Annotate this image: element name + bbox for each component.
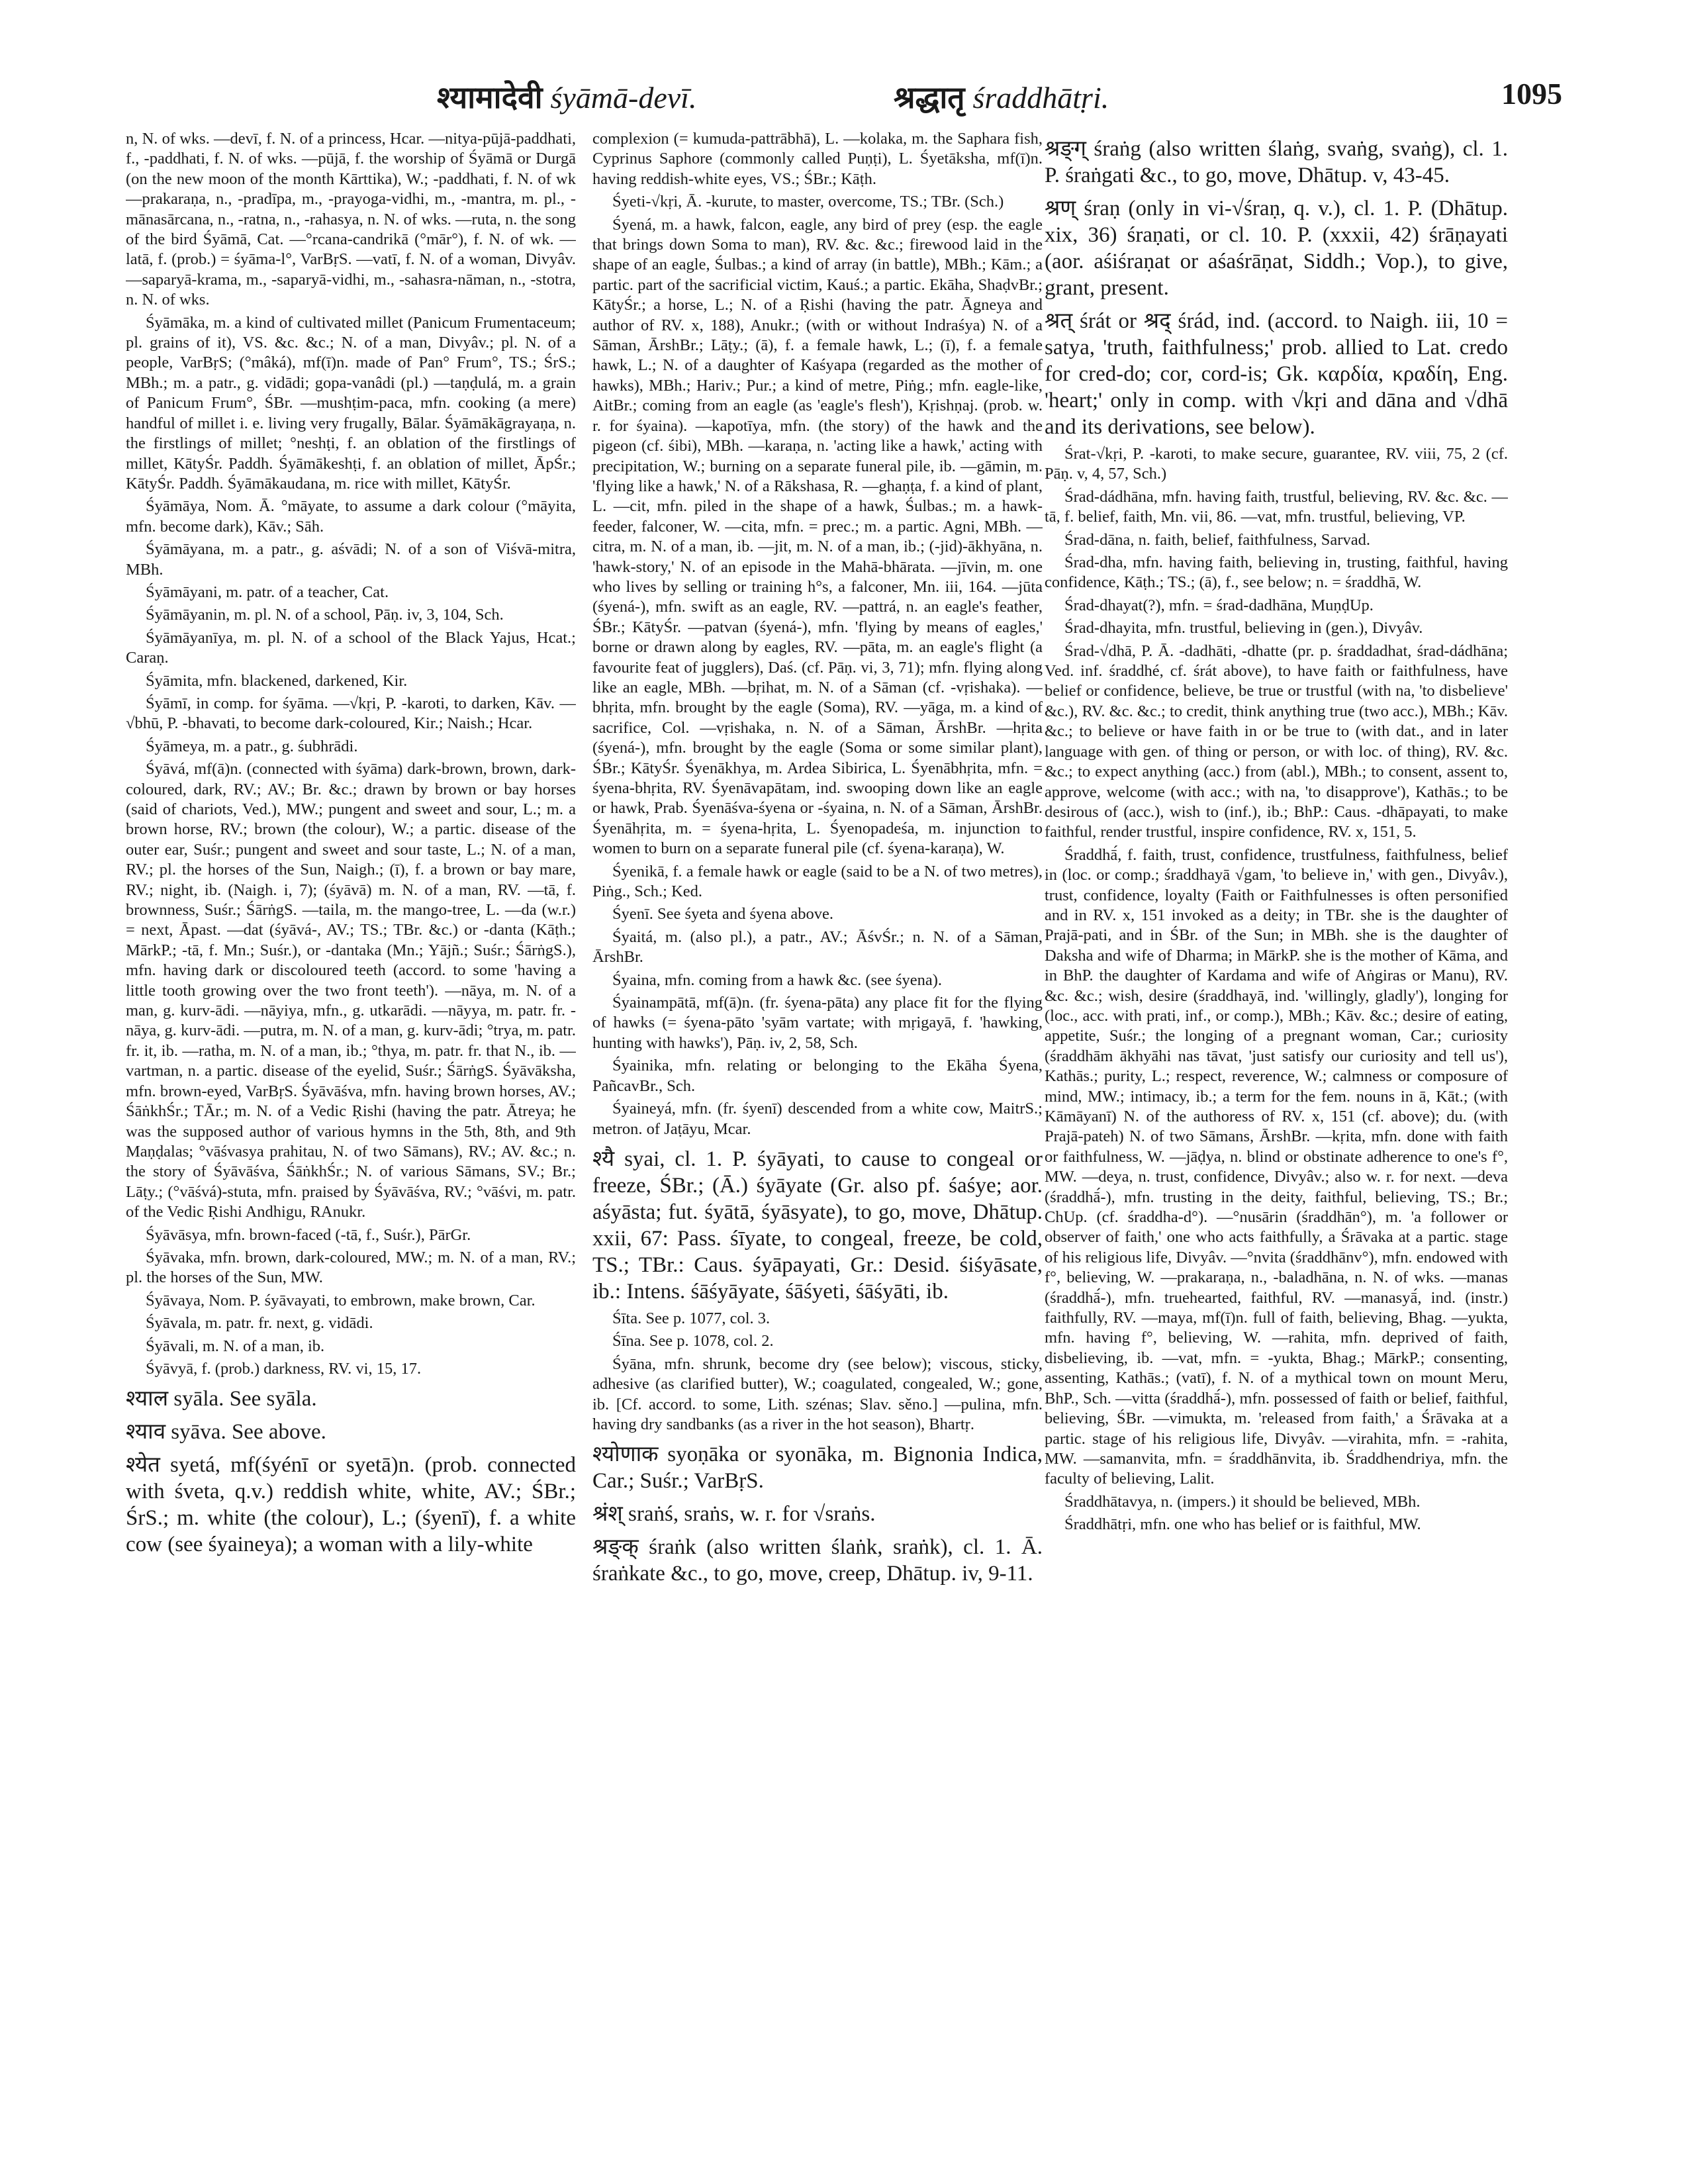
dictionary-entry: Śrad-dha, mfn. having faith, believing in, trusting, faithful, having confidence, Kāṭh.; TS.; (ā), f., see below; n. = śraddhā, W. — [1045, 553, 1508, 592]
dictionary-entry: Śyaina, mfn. coming from a hawk &c. (see śyena). — [612, 971, 943, 989]
root-headword-entry: श्रङ्क् śraṅk (also written ślaṅk, sraṅk), cl. 1. Ā. śraṅkate &c., to go, move, creep, Dhātup. iv, 9-11. — [592, 1535, 1043, 1586]
root-headword-entry: श्येत syetá, mf(śyénī or syetā)n. (prob. connected with śveta, q.v.) reddish white, white, AV.; ŚBr.; ŚrS.; m. white (the colour), L.; (śyenī), f. a white cow (see śyaineya); a woman with a lily-white — [126, 1453, 576, 1557]
dictionary-entry: Śrad-dāna, n. faith, belief, faithfulness, Sarvad. — [1064, 530, 1370, 549]
root-headword-entry: श्याव syāva. See above. — [126, 1420, 326, 1445]
dictionary-entry: Śrad-√dhā, P. Ā. -dadhāti, -dhatte (pr. p. śraddadhat, śrad-dádhāna; Ved. inf. śraddhé, cf. śrát above), to have faith or faithfulness, have belief or confidence, believe, be true or trustful (with na, 'to disbelieve' &c.), RV. &c. &c.; to credit, think anything true (two acc.), MBh.; Kāv. &c.; to believe or have faith in or be true to (with dat., and in later language with gen. of thing or person, or with loc. of thing), RV. &c. &c.; to expect anything (acc.) from (abl.), MBh.; to consent, assent to, approve, welcome (with acc.; with na, 'to disapprove'), Kathās.; to be desirous of (acc.), wish to (inf.), ib.; BhP.: Caus. -dhāpayati, to make faithful, render trustful, inspire confidence, RV. x, 151, 5. — [1045, 641, 1508, 841]
dictionary-entry: complexion (= kumuda-pattrābhā), L. —kolaka, m. the Saphara fish, Cyprinus Saphore (commonly called Puṇṭi), L. Śyetāksha, mf(ī)n. having reddish-white eyes, VS.; ŚBr.; Kāṭh. — [592, 130, 1043, 188]
dictionary-entry: Śīta. See p. 1077, col. 3. — [612, 1309, 771, 1327]
dictionary-entry: Śraddhā́, f. faith, trust, confidence, trustfulness, faithfulness, belief in (loc. or comp.; śraddhayā √gam, 'to believe in,' with gen., Divyâv.), trust, confidence, loyalty (Faith or Faithfulnesses is often personified and in RV. x, 151 invoked as a deity; in TBr. she is the daughter of Prajā-pati, and in ŚBr. of the Sun; in MBh. she is the daughter of Daksha and wife of Dharma; in MārkP. she is the mother of Kāma, and in BhP. the daughter of Kardama and wife of Aṅgiras or Manu), RV. &c. &c.; wish, desire (śraddhayā, ind. 'willingly, gladly'), longing for (loc., acc. with prati, inf., or comp.), MBh.; Kāv. &c.; desire of eating, appetite, Suśr.; the longing of a pregnant woman, Car.; curiosity (śraddhām ākhyāhi nas tāvat, 'just satisfy our curiosity and tell us'), Kathās.; purity, L.; respect, reverence, W.; calmness or composure of mind, MW.; intimacy, ib.; a term for the fem. nouns in ā, Kāt.; (with Kāmāyanī) N. of the authoress of RV. x, 151 (cf. above); du. (with Prajā-pateh) N. of two Sāmans, ĀrshBr. —kṛita, mfn. done with faith or faithfulness, W. —jāḍya, n. blind or obstinate adherence to one's f°, MW. —deya, n. trust, confidence, Divyâv.; also w. r. for next. —deva (śraddhā́-), mfn. trusting in the deity, faithful, believing, TS.; Br.; ChUp. (cf. śraddha-d°). —°nusārin (śraddhān°), m. 'a follower or observer of faith,' one who acts faithfully, a Śrāvaka at a partic. stage of his religious life, Divyâv. —°nvita (śraddhānv°), mfn. endowed with f°, believing, W. —prakaraṇa, n., -baladhāna, n. N. of wks. —manas (śraddhā́-), mfn. truehearted, faithful, RV. —manasyā́, ind. (instr.) faithfully, RV. —maya, mf(ī)n. full of faith, believing, Bhag. —yukta, mfn. having f°, believing, W. —rahita, mfn. deprived of faith, disbelieving, ib. —vat, mfn. = -yukta, Bhag.; MārkP.; consenting, assenting, Kathās.; (vatī), f. N. of a mythical town on mount Meru, BhP., Sch. —vitta (śraddhā́-), mfn. possessed of faith or belief, faithful, believing, ŚBr. —vimukta, m. 'released from faith,' a Śrāvaka at a partic. stage of his religious life, Divyâv. —virahita, mfn. = -rahita, MW. —samanvita, mfn. = śraddhānvita, ib. Śraddhendriya, mfn. the faculty of believing, Lalit. — [1045, 845, 1508, 1488]
root-headword-entry: श्योणाक syoṇāka or syonāka, m. Bignonia Indica, Car.; Suśr.; VarBṛS. — [592, 1443, 1043, 1494]
dictionary-entry: Śyāmeya, m. a patr., g. śubhrādi. — [146, 737, 358, 755]
dictionary-entry: Śyāmāyana, m. a patr., g. aśvādi; N. of a son of Viśvā-mitra, MBh. — [126, 540, 576, 579]
dictionary-entry: Śyainika, mfn. relating or belonging to the Ekāha Śyena, PañcavBr., Sch. — [592, 1057, 1043, 1095]
dictionary-entry: Śyenī. See śyeta and śyena above. — [612, 905, 834, 924]
dictionary-entry: Śyāvāsya, mfn. brown-faced (-tā, f., Suśr.), PārGr. — [146, 1225, 471, 1244]
dictionary-entry: Śrad-dhayat(?), mfn. = śrad-dadhāna, MuṇḍUp. — [1064, 596, 1374, 614]
dictionary-entry: Śyāmāyani, m. patr. of a teacher, Cat. — [146, 583, 389, 601]
dictionary-entry: Śyāmī, in comp. for śyāma. —√kṛi, P. -karoti, to darken, Kāv. —√bhū, P. -bhavati, to become dark-coloured, Kir.; Naish.; Hcar. — [126, 694, 576, 733]
root-headword-entry: श्रङ्ग् śraṅg (also written ślaṅg, svaṅg, svaṅg), cl. 1. P. śraṅgati &c., to go, move, Dhātup. v, 43-45. — [1045, 137, 1508, 187]
dictionary-entry: Śraddhātavya, n. (impers.) it should be believed, MBh. — [1064, 1492, 1421, 1511]
dictionary-entry: Śyāvaka, mfn. brown, dark-coloured, MW.; m. N. of a man, RV.; pl. the horses of the Sun, MW. — [126, 1248, 576, 1287]
root-headword-entry: श्रंश् sraṅś, sraṅs, w. r. for √sraṅs. — [592, 1502, 876, 1527]
dictionary-column-1 — [126, 129, 576, 2155]
dictionary-entry: Śyāmāyanin, m. pl. N. of a school, Pāṇ. iv, 3, 104, Sch. — [146, 606, 504, 624]
dictionary-entry: Śyāmāka, m. a kind of cultivated millet (Panicum Frumentaceum; pl. grains of it), VS. &c. &c.; N. of a man, Divyâv.; pl. N. of a people, VarBṛS; (°mâká), mf(ī)n. made of Pan° Frum°, TS.; ŚrS.; MBh.; m. a patr., g. vidādi; gopa-vanâdi (pl.) —taṇḍulá, m. a grain of Panicum Frum°, ŚBr. —mushṭim-paca, mfn. cooking (a mere) handful of millet i. e. living very frugally, Bālar. Śyāmākāgrayaṇa, n. the firstlings of millet; °neshṭi, f. an oblation of the firstlings of millet, KātyŚr. Paddh. Śyāmākeshṭi, f. an oblation of millet, ĀpŚr.; KātyŚr. Paddh. Śyāmākaudana, m. rice with millet, KātyŚr. — [126, 313, 576, 493]
root-headword-entry: श्रत् śrát or श्रद् śrád, ind. (accord. to Naigh. iii, 10 = satya, 'truth, faithfulness;' prob. allied to Lat. credo for cred-do; cor, cord-is; Gk. καρδία, κραδίη, Eng. 'heart;' only in comp. with √kṛi and dāna and √dhā and its derivations, see below). — [1045, 309, 1508, 439]
dictionary-entry: Śīna. See p. 1078, col. 2. — [612, 1332, 774, 1351]
root-headword-entry: श्रण् śraṇ (only in vi-√śraṇ, q. v.), cl. 1. P. (Dhātup. xix, 36) śraṇati, or cl. 10. P. (xxxii, 42) śrāṇayati (aor. aśiśraṇat or aśaśrāṇat, Siddh.; Vop.), to give, grant, present. — [1045, 197, 1508, 300]
dictionary-entry: Śrad-dhayita, mfn. trustful, believing in (gen.), Divyâv. — [1064, 619, 1423, 638]
dictionary-entry: Śrat-√kṛi, P. -karoti, to make secure, guarantee, RV. viii, 75, 2 (cf. Pāṇ. v, 4, 57, Sch.) — [1045, 445, 1508, 483]
running-head-right — [894, 76, 1109, 117]
root-headword-entry: श्यै syai, cl. 1. P. śyāyati, to cause to congeal or freeze, ŚBr.; (Ā.) śyāyate (Gr. also pf. śaśye; aor. aśyāsta; fut. śyātā, śyāsyate), to go, move, Dhātup. xxii, 67: Pass. śīyate, to congeal, freeze, be cold, TS.; TBr.: Caus. śyāpayati, Gr.: Desid. śiśyāsate, ib.: Intens. śāśyāyate, śāśyeti, śāśyāti, ib. — [592, 1147, 1043, 1304]
dictionary-column-2 — [592, 129, 1043, 2155]
dictionary-entry: Śyāmita, mfn. blackened, darkened, Kir. — [146, 671, 408, 690]
dictionary-entry: Śyená, m. a hawk, falcon, eagle, any bird of prey (esp. the eagle that brings down Soma to man), RV. &c. &c.; firewood laid in the shape of an eagle, Śulbas.; a kind of array (in battle), MBh.; Kām.; a partic. part of the sacrificial victim, Kauś.; a partic. Ekāha, ShaḍvBr.; KātyŚr.; a horse, L.; N. of a Ṛishi (having the patr. Āgneya and author of RV. x, 188), Anukr.; (with or without Indraśya) N. of a Sāman, ĀrshBr.; Lāṭy.; (ā), f. a female hawk, L.; (ī), f. a female hawk, L.; N. of a daughter of Kaśyapa (regarded as the mother of hawks), MBh.; Hariv.; Pur.; a kind of metre, Piṅg.; mfn. eagle-like, AitBr.; coming from an eagle (as 'eagle's flesh'), Kṛishṇaj. (prob. w. r. for śyaina). —kapotīya, mfn. (the story) of the hawk and the pigeon (cf. śibi), MBh. —karaṇa, n. 'acting like a hawk,' acting with precipitation, W.; burning on a separate funeral pile, ib. —gāmin, m. 'flying like a hawk,' N. of a Rākshasa, R. —ghaṇṭa, f. a kind of plant, L. —cit, mfn. piled in the shape of a hawk, Śulbas.; m. a hawk-feeder, falconer, W. —cita, mfn. = prec.; m. a partic. Agni, MBh. —citra, m. N. of a man, ib. —jit, m. N. of a man, ib.; (-jid)-ākhyāna, n. 'hawk-story,' N. of an episode in the Mahā-bhārata. —jīvin, m. one who lives by selling or training h°s, a falconer, Mn. iii, 164. —jūta (śyená-), mfn. swift as an eagle, RV. —pattrá, n. an eagle's feather, ŚBr.; KātyŚr. —patvan (śyená-), mfn. 'flying by means of eagles,' borne or drawn along by eagles, RV. —pāta, m. an eagle's flight (a favourite feat of jugglers), Daś. (cf. Pāṇ. vi, 3, 71); mfn. flying along like an eagle, MBh. —bṛihat, m. N. of a Sāman (cf. -vṛishaka). —bhṛita, mfn. brought by the eagle (Soma), RV. —yāga, m. a kind of sacrifice, Col. —vṛishaka, n. N. of a Sāman, ĀrshBr. —hṛita (śyená-), mfn. brought by the eagle (Soma or some similar plant), ŚBr.; KātyŚr. Śyenākhya, m. Ardea Sibirica, L. Śyenābhṛita, mfn. = śyena-bhṛita, RV. Śyenāvapātam, ind. swooping down like an eagle or hawk, Prab. Śyenāśva-śyena or -śyaina, n. N. of a Sāman, ĀrshBr. Śyenāhṛita, m. = śyena-hṛita, L. Śyenopadeśa, m. injunction to women to burn on a separate funeral pile (cf. śyena-karaṇa), W. — [592, 215, 1043, 858]
dictionary-entry: Śyāvyā, f. (prob.) darkness, RV. vi, 15, 17. — [146, 1359, 422, 1378]
dictionary-entry: Śyāna, mfn. shrunk, become dry (see below); viscous, sticky, adhesive (as clarified butter), W.; coagulated, congealed, W.; gone, ib. [Cf. accord. to some, Lith. szénas; Slav. sěno.] —pulina, mfn. having dry sandbanks (as a river in the hot season), Bhartṛ. — [592, 1354, 1043, 1433]
dictionary-entry: Śyāmāyanīya, m. pl. N. of a school of the Black Yajus, Hcat.; Caraṇ. — [126, 628, 576, 667]
page-number: 1095 — [1501, 77, 1562, 111]
dictionary-entry: Śyaitá, m. (also pl.), a patr., AV.; ĀśvŚr.; n. N. of a Sāman, ĀrshBr. — [592, 927, 1043, 967]
running-head-right-devanagari: श्रद्धातृ — [894, 81, 965, 115]
page-header — [126, 76, 1562, 116]
dictionary-entry: Śyāvali, m. N. of a man, ib. — [146, 1337, 325, 1355]
running-head-left — [437, 76, 696, 117]
dictionary-entry: n, N. of wks. —devī, f. N. of a princess, Hcar. —nitya-pūjā-paddhati, f., -paddhati, f. N. of wks. —pūjā, f. the worship of Śyāmā or Durgā (on the new moon of the month Kārttika), W.; -paddhati, f. N. of wk —prakaraṇa, n., -pradīpa, m., -prayoga-vidhi, m., -mantra, m. pl., -mānasārcana, n., -ratna, n., -rahasya, n. N. of wks. —ruta, n. the song of the bird Śyāmā, Cat. —°rcana-candrikā (°mār°), f. N. of wk. —latā, f. (prob.) = śyāma-l°, VarBṛS. —vatī, f. N. of a woman, Divyâv. —saparyā-krama, m., -saparyā-vidhi, m., -sahasra-nāman, n., -stotra, n. N. of wks. — [126, 130, 576, 309]
running-head-right-transliteration: śraddhātṛi. — [972, 81, 1109, 115]
dictionary-entry: Śyāvala, m. patr. fr. next, g. vidādi. — [146, 1314, 373, 1333]
running-head-left-transliteration: śyāmā-devī. — [550, 81, 697, 115]
root-headword-entry: श्याल syāla. See syāla. — [126, 1387, 317, 1411]
dictionary-entry: Śyenikā, f. a female hawk or eagle (said to be a N. of two metres), Piṅg., Sch.; Ked. — [592, 862, 1043, 901]
dictionary-entry: Śyaineyá, mfn. (fr. śyenī) descended from a white cow, MaitrS.; metron. of Jaṭāyu, Mcar. — [592, 1100, 1043, 1138]
dictionary-entry: Śyainampātā, mf(ā)n. (fr. śyena-pāta) any place fit for the flying of hawks (= śyena-pāto 'syām vartate; with mṛigayā, f. 'hawking, hunting with hawks'), Pāṇ. iv, 2, 58, Sch. — [592, 994, 1043, 1052]
dictionary-entry: Śyeti-√kṛi, Ā. -kurute, to master, overcome, TS.; TBr. (Sch.) — [612, 193, 1004, 211]
running-head-left-devanagari: श्यामादेवी — [437, 81, 543, 115]
dictionary-entry: Śraddhātṛi, mfn. one who has belief or is faithful, MW. — [1064, 1515, 1421, 1534]
dictionary-column-3 — [1045, 129, 1508, 2155]
dictionary-entry: Śyāvá, mf(ā)n. (connected with śyāma) dark-brown, brown, dark-coloured, dark, RV.; AV.; Br. &c.; drawn by brown or bay horses (said of chariots, Ved.), MW.; pungent and sweet and sour, L.; m. a brown horse, RV.; brown (the colour), W.; a partic. disease of the outer ear, Suśr.; pungent and sweet and sour taste, L.; N. of a man, RV.; pl. the horses of the Sun, Naigh.; (ī), f. a brown or bay mare, RV.; night, ib. (Naigh. i, 7); (śyāvā) m. N. of a man, RV. —tā, f. brownness, Suśr.; ŚārṅgS. —taila, m. the mango-tree, L. —da (w.r.) = next, Āpast. —dat (śyāvá-, AV.; TS.; TBr. &c.) or -danta (Kāṭh.; MārkP.; -tā, f. Mn.; Suśr.), or -dantaka (Mn.; Yājñ.; Suśr.; ŚārṅgS.), mfn. having dark or discoloured teeth (accord. to some 'having a little tooth growing over the two front teeth'). —nāya, m. N. of a man, g. kurv-ādi. —nāyiya, mfn., g. utkarādi. —nāyya, m. patr. fr. -nāya, g. kurv-ādi. —putra, m. N. of a man, g. kurv-ādi; °trya, m. patr. fr. it, ib. —ratha, m. N. of a man, ib.; °thya, m. patr. fr. that N., ib. —vartman, n. a partic. disease of the eyelid, Suśr.; ŚārṅgS. Śyāvāksha, mfn. brown-eyed, VarBṛS. Śyāvāśva, mfn. having brown horses, AV.; ŚāṅkhŚr.; TĀr.; m. N. of a Vedic Ṛishi (having the patr. Ātreya; he was the supposed author of various hymns in the 5th, 8th, and 9th Maṇḍalas; °vāśvasya prahitau, N. of two Sāmans), RV.; AV. &c.; n. the story of Śyāvāśva, ŚāṅkhŚr.; N. of various Sāmans, SV.; Br.; Lāṭy.; (°vāśvá)-stuta, mfn. praised by Śyāvāśva, RV.; °vāśvi, m. patr. of the Vedic Ṛishi Andhigu, RAnukr. — [126, 760, 576, 1221]
dictionary-entry: Śrad-dádhāna, mfn. having faith, trustful, believing, RV. &c. &c. —tā, f. belief, faith, Mn. vii, 86. —vat, mfn. trustful, believing, VP. — [1045, 487, 1508, 526]
dictionary-entry: Śyāvaya, Nom. P. śyāvayati, to embrown, make brown, Car. — [146, 1291, 536, 1309]
dictionary-entry: Śyāmāya, Nom. Ā. °māyate, to assume a dark colour (°māyita, mfn. become dark), Kāv.; Sāh. — [126, 497, 576, 536]
